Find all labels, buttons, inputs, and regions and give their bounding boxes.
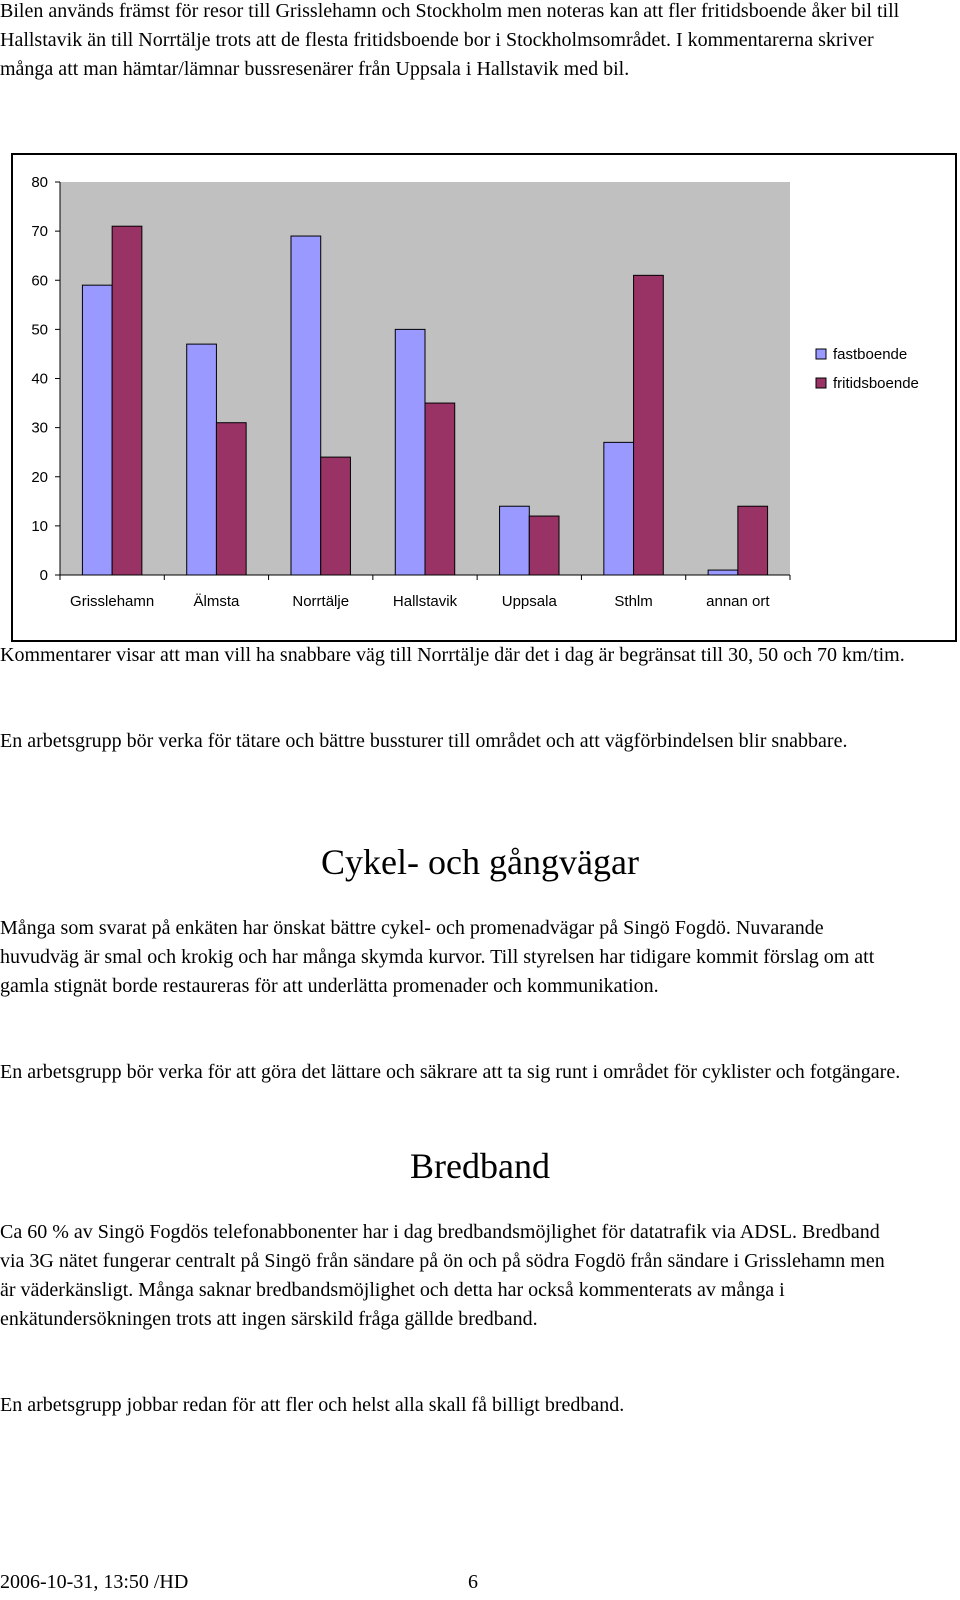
y-tick-label: 60 (31, 272, 48, 290)
bar-fastboende (82, 285, 112, 575)
bar-fritidsboende (425, 403, 455, 575)
x-tick-label: Norrtälje (292, 593, 350, 610)
legend-label-fastboende: fastboende (833, 346, 908, 363)
cycle-paths-workgroup-paragraph: En arbetsgrupp bör verka för att göra det lättare och säkrare att ta sig runt i området för cyklister och fotgängare. (0, 1061, 901, 1083)
section-heading-cycle-paths: Cykel- och gångvägar (321, 842, 639, 882)
bar-fastboende (395, 329, 425, 575)
legend-swatch-fastboende (816, 349, 826, 359)
x-tick-label: Älmsta (193, 593, 240, 610)
y-tick-label: 80 (31, 174, 48, 191)
workgroup-paragraph: En arbetsgrupp bör verka för tätare och bättre bussturer till området och att vägförbindelsen blir snabbare. (0, 730, 848, 752)
y-tick-label: 0 (39, 567, 48, 584)
y-tick-label: 70 (31, 223, 48, 241)
broadband-workgroup-paragraph: En arbetsgrupp jobbar redan för att fler och helst alla skall få billigt bredband. (0, 1394, 625, 1416)
x-tick-label: Grisslehamn (70, 593, 155, 610)
bar-fastboende (500, 506, 530, 575)
y-tick-label: 40 (31, 370, 48, 388)
bar-fastboende (187, 344, 217, 575)
y-tick-label: 20 (31, 468, 48, 486)
bar-fritidsboende (529, 516, 559, 575)
bar-fastboende (291, 236, 321, 575)
bar-chart (11, 153, 957, 642)
bar-fritidsboende (634, 275, 664, 575)
x-tick-label: Sthlm (614, 593, 653, 610)
cycle-paths-paragraph: Många som svarat på enkäten har önskat bättre cykel- och promenadvägar på Singö Fogdö. Nuvarande huvudväg är smal och krokig och har många skymda kurvor. Till styrelsen har tidigare kommit förslag om att gamla stignät borde restaureras för att underlätta promenader och kommunikation. (0, 917, 875, 997)
footer-timestamp: 2006-10-31, 13:50 /HD (0, 1571, 189, 1593)
y-tick-label: 30 (31, 419, 48, 437)
x-tick-label: annan ort (706, 593, 770, 610)
bar-fritidsboende (112, 226, 142, 575)
bar-fritidsboende (738, 506, 768, 575)
broadband-paragraph: Ca 60 % av Singö Fogdös telefonabbonenter har i dag bredbandsmöjlighet för datatrafik via ADSL. Bredband via 3G nätet fungerar centralt på Singö från sändare på ön och på södra Fogdö från sändare i Grisslehamn men är väderkänsligt. Många saknar bredbandsmöjlighet och detta har också kommenterats av många i enkätundersökningen trots att ingen särskild fråga gällde bredband. (0, 1221, 885, 1330)
bar-fritidsboende (321, 457, 351, 575)
x-tick-label: Uppsala (501, 593, 557, 610)
x-tick-label: Hallstavik (392, 593, 458, 610)
legend-label-fritidsboende: fritidsboende (833, 375, 919, 392)
y-tick-label: 10 (31, 517, 48, 535)
section-heading-broadband: Bredband (410, 1146, 550, 1186)
legend-swatch-fritidsboende (816, 378, 826, 388)
bar-fastboende (708, 570, 738, 575)
comment-paragraph: Kommentarer visar att man vill ha snabbare väg till Norrtälje där det i dag är begränsat till 30, 50 och 70 km/tim. (0, 644, 905, 666)
footer-page-number: 6 (468, 1571, 478, 1593)
y-tick-label: 50 (31, 321, 48, 339)
chart-canvas (13, 155, 955, 640)
bar-fastboende (604, 442, 634, 575)
bar-fritidsboende (216, 423, 246, 575)
intro-paragraph: Bilen används främst för resor till Grisslehamn och Stockholm men noteras kan att fler fritidsboende åker bil till Hallstavik än till Norrtälje trots att de flesta fritidsboende bor i Stockholmsområdet. I kommentarerna skriver många att man hämtar/lämnar bussresenärer från Uppsala i Hallstavik med bil. (0, 0, 900, 80)
